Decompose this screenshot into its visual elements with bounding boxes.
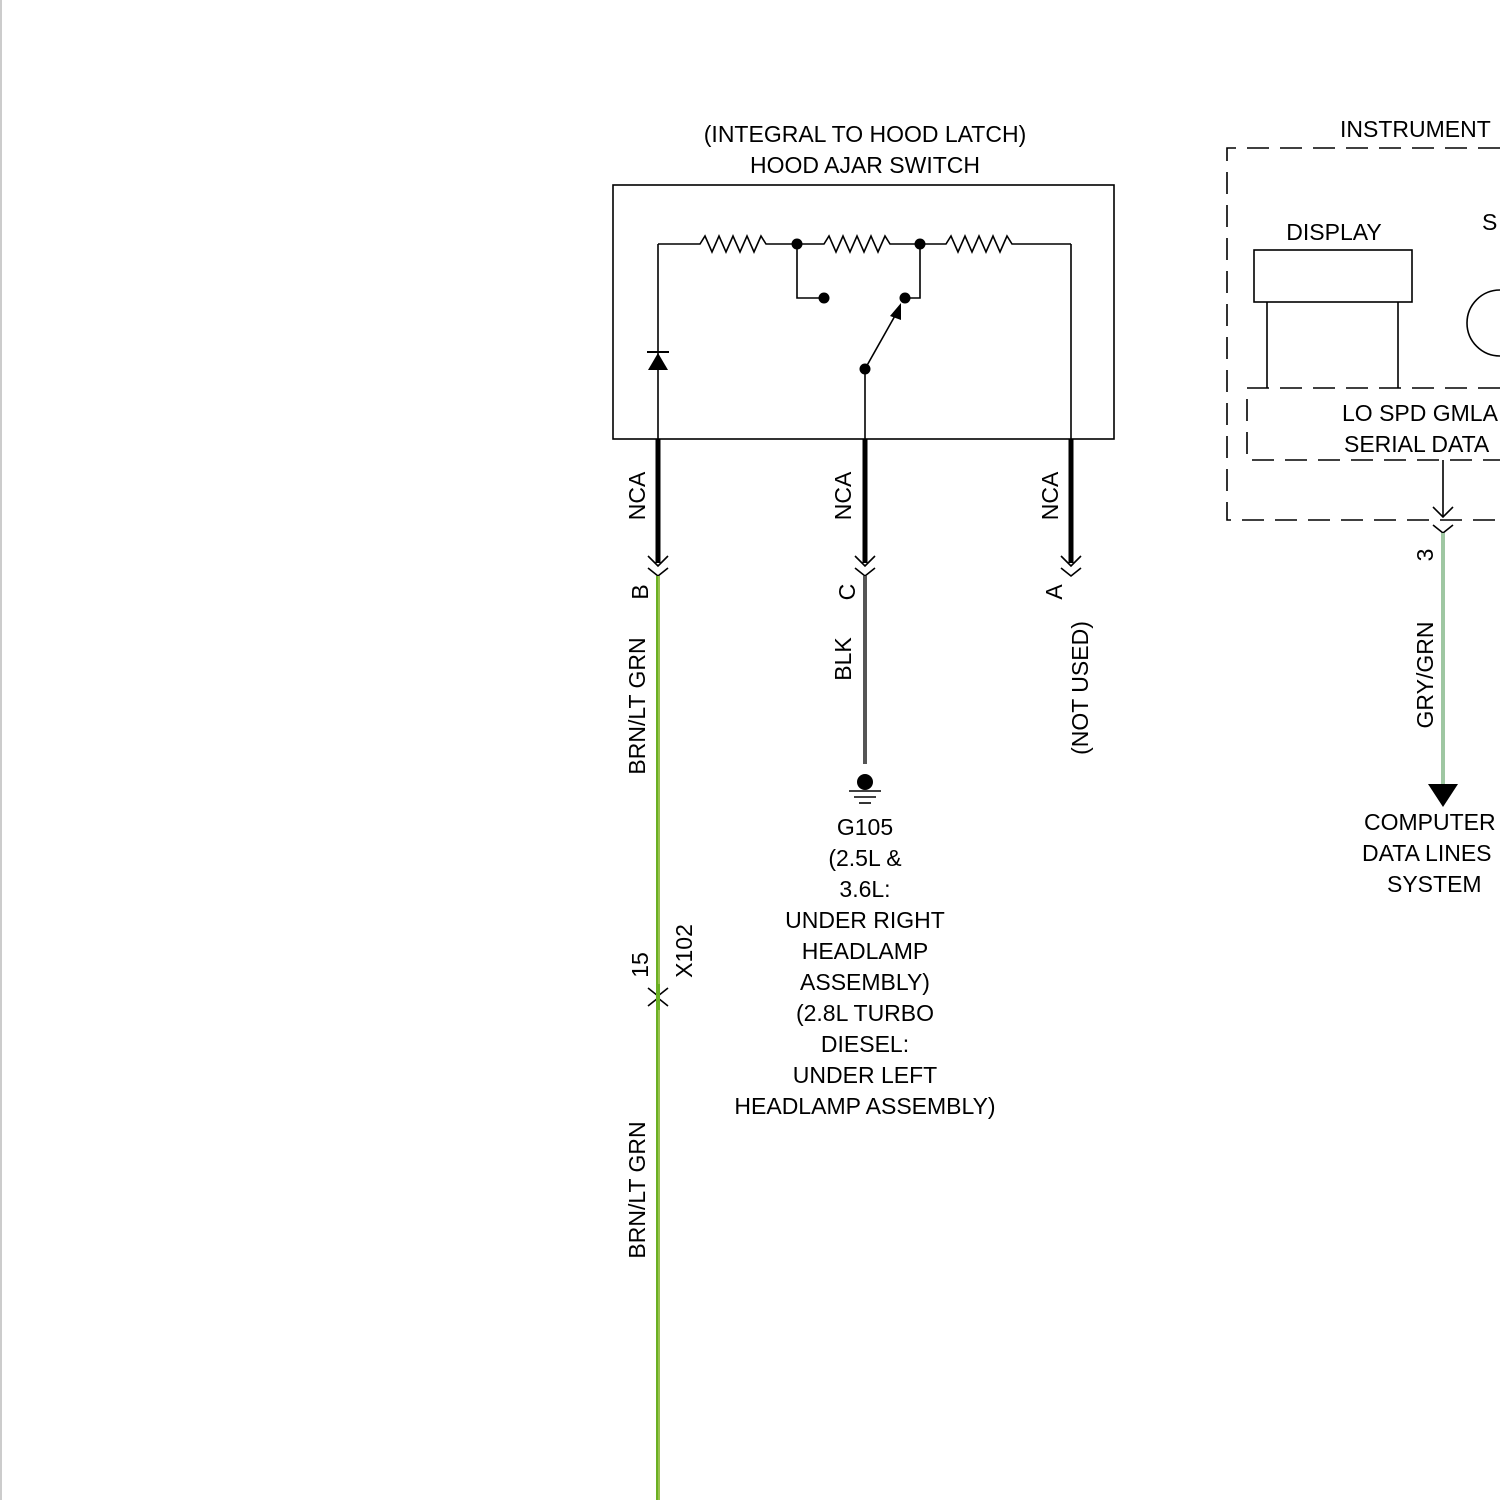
pin-a-note: (NOT USED) [1067,621,1093,755]
ground-icon [849,774,881,803]
display-box [1254,250,1412,302]
harness-label-b: NCA [624,471,650,521]
ground-location-text [734,845,995,1119]
destination-line: DATA LINES [1362,840,1492,866]
destination-line: COMPUTER [1364,809,1496,835]
hood-switch-title: HOOD AJAR SWITCH [749,152,981,178]
arrow-down-icon [1428,784,1458,807]
ground-line: HEADLAMP [801,938,929,964]
ground-line: 3.6L: [839,876,891,902]
inline-connector-id: X102 [671,924,697,978]
cluster-pin-label: 3 [1412,548,1438,562]
ground-line: (2.8L TURBO [795,1000,935,1026]
ground-line: UNDER RIGHT [785,907,945,933]
ground-line: ASSEMBLY) [800,969,930,995]
wire-label-b-lower: BRN/LT GRN [624,1121,650,1259]
hood-switch-subtitle: (INTEGRAL TO HOOD LATCH) [703,121,1027,147]
inline-connector-pin: 15 [627,952,653,978]
wire-label-gry-grn: GRY/GRN [1412,621,1438,729]
display-label: DISPLAY [1286,219,1382,245]
ground-line: (2.5L & [828,845,902,871]
diode-icon [647,352,669,370]
harness-label-a: NCA [1037,471,1063,521]
hood-switch-box [613,185,1114,439]
serial-data-line1: LO SPD GMLA [1342,400,1498,426]
serial-data-line2: SERIAL DATA [1344,431,1490,457]
ground-line: DIESEL: [820,1031,910,1057]
wire-brn-lt-grn [658,576,659,1500]
switch-arrow-icon [890,303,901,320]
instrument-cluster-title: INSTRUMENT [1340,116,1491,142]
wire-label-c: BLK [830,637,856,681]
switch-internal-circuit [647,236,1071,439]
ground-line: HEADLAMP ASSEMBLY) [734,1093,996,1119]
s-label: S [1482,209,1498,235]
instrument-cluster-box [1227,148,1500,520]
pin-label-a: A [1041,584,1067,600]
gauge-icon [1467,290,1500,356]
switch-contact-dot [819,293,830,304]
ground-id: G105 [836,814,894,840]
switch-contact-dot [900,293,911,304]
ground-line: UNDER LEFT [792,1062,938,1088]
destination-line: SYSTEM [1387,871,1482,897]
wire-label-b: BRN/LT GRN [624,637,650,775]
harness-label-c: NCA [830,471,856,521]
pin-label-b: B [627,584,653,600]
pin-label-c: C [834,583,860,601]
